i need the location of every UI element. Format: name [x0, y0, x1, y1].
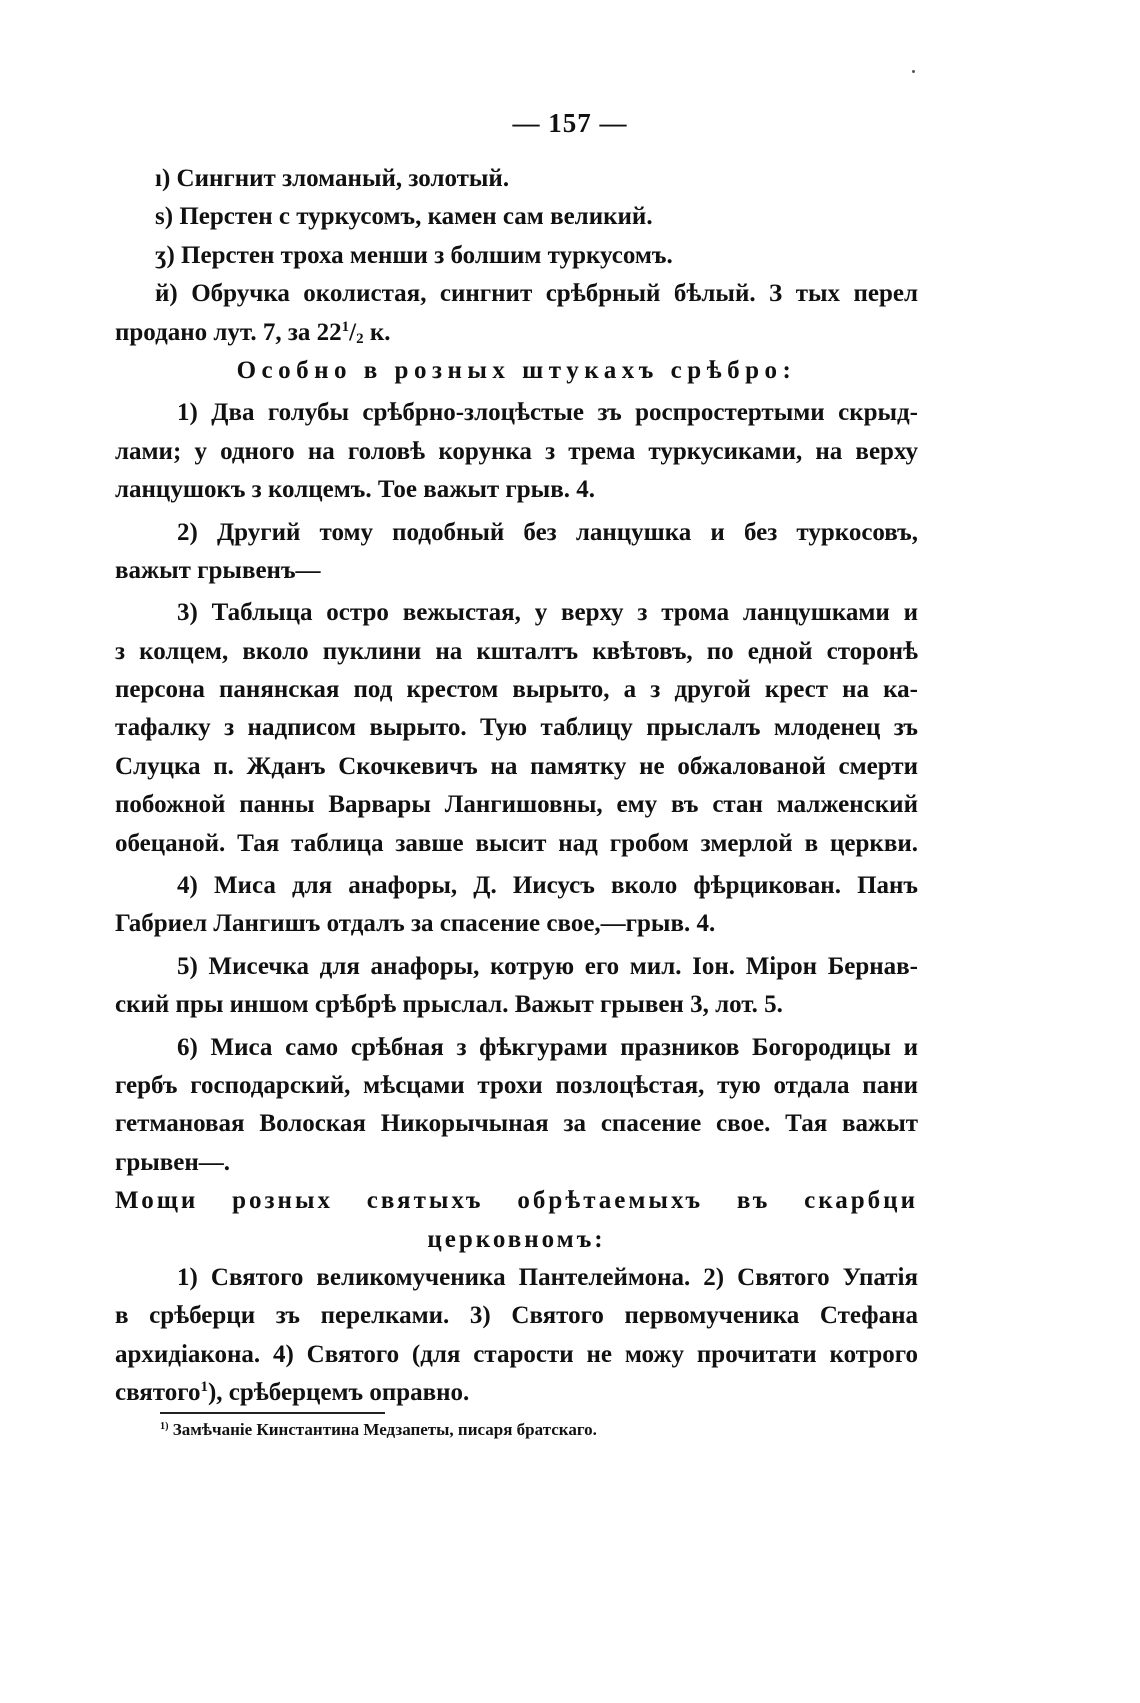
section-heading-silver: Особно в розных штукахъ срѣбро:	[236, 356, 797, 384]
paragraph-line: гербъ господарский, мѣсцами трохи позлоцѣстая, тую отдала пани	[115, 1071, 918, 1099]
page-number: — 157 —	[512, 108, 628, 138]
paragraph-line: обецаной. Тая таблица завше высит над гробом змерлой в церкви.	[115, 829, 918, 857]
item-marker: ѕ)	[155, 203, 174, 231]
fraction-slash: /	[349, 318, 357, 346]
footnote	[160, 1418, 597, 1442]
list-item	[115, 198, 918, 236]
fraction-denominator: 2	[356, 330, 364, 347]
section-heading-relics: Мощи розных святыхъ обрѣтаемыхъ въ скарбци	[115, 1187, 918, 1215]
paragraph-line: персона панянская под крестом вырыто, а з другой крест на ка-	[115, 676, 918, 704]
paragraph-line: тафалку з надписом вырыто. Тую таблицу прыслалъ млоденец зъ	[115, 714, 918, 742]
relics-last-text: святого	[115, 1379, 201, 1407]
list-item	[115, 237, 918, 275]
sale-text: продано лут. 7,	[115, 318, 282, 346]
paragraph-line: лами; у одного на головѣ корунка з трема туркусиками, на верху	[115, 437, 918, 465]
paragraph-line: гетмановая Волоская Никорычыная за спасение свое. Тая важыт	[115, 1110, 918, 1138]
paragraph-line: 6) Миса само срѣбная з фѣкгурами празников Богородицы и	[177, 1033, 918, 1061]
paragraph-line: ский пры иншом срѣбрѣ прыслал. Важыт грывен 3, лот. 5.	[115, 991, 783, 1019]
currency-text: к.	[363, 318, 391, 346]
item-marker: й)	[155, 280, 178, 308]
paragraph-line: Слуцка п. Жданъ Скочкевичъ на памятку не обжалованой смерти	[115, 752, 918, 780]
paragraph-line: архидіакона. 4) Святого (для старости не можу прочитати котрого	[115, 1340, 918, 1368]
paragraph-line: побожной панны Варвары Лангишовны, ему въ стан малженский	[115, 791, 918, 819]
price-text: за 22	[287, 318, 342, 346]
paragraph-line: 3) Таблыца остро вежыстая, у верху з трома ланцушками и	[177, 599, 918, 627]
footnote-marker: 1)	[160, 1420, 169, 1432]
footnote-rule	[160, 1412, 385, 1414]
body-text	[115, 160, 918, 1413]
paragraph-line: грывен—.	[115, 1148, 231, 1176]
paragraph-line: в срѣберци зъ перелками. 3) Святого первомученика Стефана	[115, 1302, 918, 1330]
paragraph-line: 1) Святого великомученика Пантелеймона. 2) Святого Упатія	[177, 1263, 918, 1291]
paragraph-line: важыт грывенъ—	[115, 556, 321, 584]
paragraph-line: 5) Мисечка для анафоры, котрую его мил. Іон. Мірон Бернав-	[177, 952, 918, 980]
item-text: Перстен троха менши з болшим туркусомъ.	[181, 241, 673, 269]
paper-speck	[912, 70, 915, 73]
item-marker: ı)	[155, 165, 171, 192]
paragraph-line: 1) Два голубы срѣбрно-злоцѣстые зъ роспростертыми скрыд-	[177, 399, 918, 427]
fraction-numerator: 1	[341, 318, 350, 335]
item-marker: ʒ)	[155, 241, 175, 269]
relics-last-tail: ), срѣберцемъ оправно.	[207, 1379, 470, 1407]
item-text: Перстен с туркусомъ, камен сам великий.	[179, 203, 653, 231]
list-item	[115, 275, 918, 313]
paragraph-line: 4) Миса для анафоры, Д. Иисусъ вколо фѣрцикован. Панъ	[177, 872, 918, 900]
item-text: Сингнит зломаный, золотый.	[176, 165, 510, 192]
paragraph-line: Габриел Лангишъ отдалъ за спасение свое,—грыв. 4.	[115, 910, 716, 938]
item-text: Обручка околистая, сингнит срѣбрный бѣлый. З тых перел	[191, 280, 918, 308]
footnote-text: Замѣчаніе Кинстантина Медзапеты, писаря братскаго.	[172, 1420, 597, 1439]
list-item	[115, 160, 918, 198]
paragraph-line: 2) Другий тому подобный без ланцушка и без туркосовъ,	[177, 518, 918, 546]
list-item-continuation	[115, 314, 918, 352]
paragraph-line: ланцушокъ з колцемъ. Тое важыт грыв. 4.	[115, 476, 595, 504]
section-heading-relics-cont: церковномъ:	[427, 1225, 606, 1253]
paragraph-line: з колцем, вколо пуклини на кшталтъ квѣтовъ, по едной сторонѣ	[115, 637, 918, 665]
footnote-ref: 1	[200, 1379, 208, 1396]
paragraph-line	[115, 1374, 918, 1412]
